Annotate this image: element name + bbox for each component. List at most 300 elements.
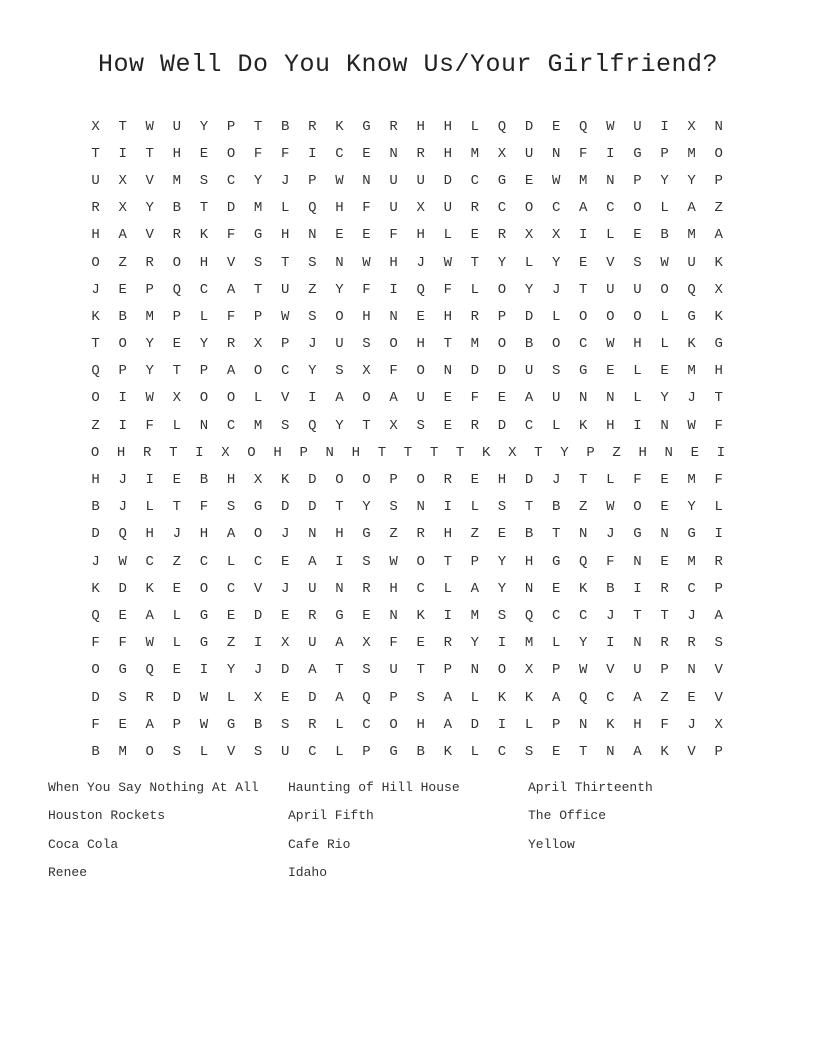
grid-letter: I (118, 417, 127, 434)
grid-letter: G (253, 227, 263, 244)
grid-letter: S (226, 499, 236, 516)
word-list-item: April Fifth (288, 808, 374, 824)
grid-letter: J (118, 472, 127, 489)
grid-letter: C (579, 336, 588, 353)
grid-letter: B (253, 716, 263, 733)
grid-letter: L (470, 499, 480, 516)
grid-letter: J (281, 580, 290, 597)
grid-letter: G (226, 716, 236, 733)
grid-letter: A (335, 635, 344, 652)
grid-letter: O (714, 145, 723, 162)
grid-letter: Q (91, 607, 100, 624)
grid-letter: G (497, 172, 507, 189)
grid-letter: W (281, 308, 290, 325)
word-list-item: April Thirteenth (528, 780, 653, 795)
grid-letter: U (335, 336, 344, 353)
grid-letter: S (362, 336, 371, 353)
grid-letter: A (389, 390, 398, 407)
grid-letter: O (226, 145, 236, 162)
grid-letter: S (172, 743, 182, 760)
grid-letter: H (91, 227, 100, 244)
grid-letter: Q (362, 689, 371, 706)
grid-letter: H (91, 472, 100, 489)
grid-letter: D (118, 580, 127, 597)
grid-letter: I (660, 118, 669, 135)
grid-letter: Z (612, 444, 621, 461)
grid-letter: T (551, 526, 561, 543)
grid-letter: Q (118, 526, 127, 543)
grid-letter: G (118, 662, 127, 679)
grid-letter: E (660, 499, 669, 516)
grid-letter: X (389, 417, 398, 434)
grid-letter: P (118, 363, 127, 380)
grid-letter: N (389, 607, 398, 624)
grid-letter: O (362, 472, 371, 489)
grid-letter: N (362, 172, 371, 189)
grid-letter: A (226, 281, 236, 298)
grid-letter: O (199, 390, 209, 407)
grid-letter: N (389, 145, 398, 162)
grid-letter: D (470, 363, 480, 380)
grid-letter: D (172, 689, 182, 706)
grid-letter: W (551, 172, 561, 189)
grid-letter: P (551, 662, 561, 679)
grid-letter: X (497, 145, 507, 162)
grid-row (82, 548, 734, 575)
grid-letter: O (416, 553, 425, 570)
grid-letter: C (308, 743, 317, 760)
grid-letter: H (443, 145, 452, 162)
grid-letter: R (308, 607, 317, 624)
grid-letter: T (579, 472, 588, 489)
grid-letter: E (281, 607, 290, 624)
grid-letter: X (118, 200, 127, 217)
grid-letter: U (551, 390, 561, 407)
grid-letter: K (524, 689, 534, 706)
grid-letter: L (470, 689, 480, 706)
grid-letter: L (606, 472, 615, 489)
grid-letter: U (524, 363, 534, 380)
grid-letter: E (281, 689, 290, 706)
grid-letter: C (497, 743, 507, 760)
grid-letter: Y (145, 363, 154, 380)
grid-letter: J (687, 716, 696, 733)
grid-letter: T (91, 336, 100, 353)
grid-letter: L (172, 417, 182, 434)
grid-letter: K (482, 444, 491, 461)
grid-letter: W (660, 254, 669, 271)
grid-row (82, 113, 734, 140)
grid-letter: N (524, 580, 534, 597)
grid-letter: L (335, 716, 344, 733)
grid-letter: L (199, 308, 209, 325)
grid-letter: K (335, 118, 344, 135)
grid-letter: T (199, 200, 209, 217)
grid-row (82, 276, 734, 303)
grid-letter: K (714, 254, 723, 271)
grid-row (82, 249, 734, 276)
grid-letter: L (172, 607, 182, 624)
grid-row (82, 358, 734, 385)
grid-letter: X (524, 662, 534, 679)
grid-letter: K (497, 689, 507, 706)
grid-letter: R (416, 145, 425, 162)
grid-letter: L (660, 336, 669, 353)
grid-letter: X (281, 635, 290, 652)
grid-letter: K (281, 472, 290, 489)
grid-letter: T (281, 254, 290, 271)
grid-letter: O (91, 662, 100, 679)
grid-letter: E (443, 417, 452, 434)
grid-letter: T (172, 363, 182, 380)
grid-letter: R (687, 635, 696, 652)
grid-row (82, 466, 734, 493)
grid-letter: Q (579, 118, 588, 135)
grid-letter: U (524, 145, 534, 162)
grid-letter: E (362, 145, 371, 162)
grid-letter: B (551, 499, 561, 516)
grid-letter: L (524, 254, 534, 271)
grid-letter: Y (470, 635, 480, 652)
grid-letter: O (90, 444, 100, 461)
grid-letter: F (281, 145, 290, 162)
grid-letter: N (443, 363, 452, 380)
grid-letter: W (145, 635, 154, 652)
grid-letter: M (524, 635, 534, 652)
grid-letter: F (606, 553, 615, 570)
grid-letter: N (389, 308, 398, 325)
grid-letter: L (633, 363, 642, 380)
grid-row (82, 303, 734, 330)
grid-letter: E (690, 444, 700, 461)
grid-letter: Q (308, 200, 317, 217)
grid-letter: Y (687, 172, 696, 189)
grid-letter: H (524, 553, 534, 570)
grid-letter: Z (714, 200, 723, 217)
grid-letter: F (362, 200, 371, 217)
grid-letter: P (389, 472, 398, 489)
grid-letter: N (660, 417, 669, 434)
grid-letter: S (551, 363, 561, 380)
grid-letter: U (416, 390, 425, 407)
grid-letter: H (633, 716, 642, 733)
word-list-item: Cafe Rio (288, 836, 351, 852)
grid-letter: Y (145, 336, 154, 353)
word-list-item: The Office (528, 808, 607, 824)
grid-letter: C (362, 716, 371, 733)
grid-letter: E (579, 254, 588, 271)
grid-letter: D (524, 118, 534, 135)
grid-letter: U (443, 200, 452, 217)
grid-letter: Z (172, 553, 182, 570)
grid-letter: E (660, 553, 669, 570)
grid-letter: P (389, 689, 398, 706)
grid-letter: X (172, 390, 182, 407)
grid-letter: N (579, 526, 588, 543)
grid-letter: G (362, 526, 371, 543)
grid-letter: C (226, 172, 236, 189)
grid-letter: S (497, 607, 507, 624)
grid-letter: P (497, 308, 507, 325)
grid-letter: A (714, 227, 723, 244)
grid-letter: V (226, 743, 236, 760)
grid-letter: I (253, 635, 263, 652)
grid-letter: R (145, 254, 154, 271)
grid-letter: L (470, 743, 480, 760)
grid-letter: O (497, 281, 507, 298)
grid-letter: S (308, 308, 317, 325)
word-list-item: Idaho (288, 864, 328, 880)
grid-letter: J (308, 336, 317, 353)
grid-letter: A (687, 200, 696, 217)
grid-letter: F (714, 417, 723, 434)
grid-letter: Y (560, 444, 569, 461)
grid-letter: I (606, 145, 615, 162)
grid-letter: Q (579, 689, 588, 706)
grid-letter: E (416, 308, 425, 325)
grid-letter: E (660, 472, 669, 489)
grid-letter: C (253, 553, 263, 570)
grid-letter: M (172, 172, 182, 189)
grid-letter: H (633, 336, 642, 353)
grid-letter: I (389, 281, 398, 298)
grid-letter: B (416, 743, 425, 760)
grid-letter: X (362, 635, 371, 652)
grid-letter: J (91, 553, 100, 570)
grid-letter: E (551, 743, 561, 760)
grid-letter: O (524, 200, 534, 217)
grid-letter: S (362, 553, 371, 570)
grid-letter: P (470, 553, 480, 570)
grid-letter: O (497, 336, 507, 353)
grid-letter: N (325, 444, 334, 461)
grid-letter: F (226, 227, 236, 244)
grid-letter: H (199, 254, 209, 271)
grid-letter: B (199, 472, 209, 489)
grid-letter: M (687, 553, 696, 570)
grid-letter: K (687, 336, 696, 353)
grid-letter: H (714, 363, 723, 380)
grid-letter: L (145, 499, 154, 516)
grid-letter: Y (660, 390, 669, 407)
grid-letter: H (606, 417, 615, 434)
grid-letter: U (281, 281, 290, 298)
grid-letter: T (524, 499, 534, 516)
grid-letter: O (199, 580, 209, 597)
grid-letter: E (497, 390, 507, 407)
grid-letter: D (91, 526, 100, 543)
grid-letter: S (416, 689, 425, 706)
page-title: How Well Do You Know Us/Your Girlfriend? (97, 50, 719, 79)
grid-letter: K (714, 308, 723, 325)
grid-letter: C (226, 417, 236, 434)
grid-letter: I (308, 390, 317, 407)
grid-letter: G (633, 526, 642, 543)
grid-letter: A (335, 390, 344, 407)
grid-letter: P (714, 172, 723, 189)
grid-letter: Q (91, 363, 100, 380)
grid-letter: U (633, 118, 642, 135)
grid-letter: Q (524, 607, 534, 624)
grid-letter: V (714, 689, 723, 706)
grid-letter: K (416, 607, 425, 624)
grid-letter: I (633, 580, 642, 597)
grid-letter: E (281, 553, 290, 570)
grid-letter: L (660, 200, 669, 217)
grid-letter: X (524, 227, 534, 244)
grid-letter: X (551, 227, 561, 244)
grid-letter: P (362, 743, 371, 760)
grid-letter: F (579, 145, 588, 162)
grid-letter: V (226, 254, 236, 271)
grid-letter: H (443, 118, 452, 135)
grid-letter: N (633, 553, 642, 570)
grid-letter: X (687, 118, 696, 135)
grid-letter: I (497, 635, 507, 652)
grid-letter: X (508, 444, 517, 461)
grid-letter: Y (579, 635, 588, 652)
grid-letter: B (524, 336, 534, 353)
grid-row (82, 494, 734, 521)
grid-letter: N (308, 526, 317, 543)
grid-letter: T (169, 444, 178, 461)
grid-letter: E (172, 472, 182, 489)
grid-letter: N (606, 172, 615, 189)
grid-letter: X (253, 472, 263, 489)
grid-letter: I (195, 444, 204, 461)
grid-letter: B (524, 526, 534, 543)
grid-letter: F (714, 472, 723, 489)
grid-letter: N (664, 444, 673, 461)
grid-letter: C (145, 553, 154, 570)
grid-letter: H (116, 444, 126, 461)
grid-letter: Y (687, 499, 696, 516)
grid-letter: D (524, 472, 534, 489)
grid-letter: N (714, 118, 723, 135)
grid-letter: E (118, 716, 127, 733)
grid-letter: Z (660, 689, 669, 706)
grid-letter: I (118, 390, 127, 407)
grid-letter: H (351, 444, 361, 461)
grid-row (82, 711, 734, 738)
grid-letter: J (416, 254, 425, 271)
grid-letter: E (606, 363, 615, 380)
grid-letter: S (362, 662, 371, 679)
grid-letter: B (172, 200, 182, 217)
grid-letter: N (660, 526, 669, 543)
grid-letter: L (470, 281, 480, 298)
grid-letter: T (91, 145, 100, 162)
grid-letter: A (443, 716, 452, 733)
grid-letter: Y (199, 118, 209, 135)
grid-letter: P (299, 444, 308, 461)
grid-letter: X (714, 716, 723, 733)
grid-letter: I (145, 472, 154, 489)
grid-letter: Y (362, 499, 371, 516)
grid-letter: R (308, 716, 317, 733)
grid-letter: B (660, 227, 669, 244)
grid-letter: H (497, 472, 507, 489)
grid-letter: G (633, 145, 642, 162)
grid-letter: L (551, 417, 561, 434)
word-list-item: Yellow (528, 836, 575, 852)
grid-letter: F (660, 716, 669, 733)
grid-letter: F (362, 281, 371, 298)
grid-letter: A (714, 607, 723, 624)
grid-letter: H (389, 254, 398, 271)
grid-letter: A (633, 689, 642, 706)
grid-letter: H (416, 336, 425, 353)
grid-letter: T (335, 662, 344, 679)
grid-letter: T (416, 662, 425, 679)
grid-letter: K (579, 580, 588, 597)
grid-letter: R (443, 472, 452, 489)
grid-letter: T (403, 444, 413, 461)
grid-letter: S (308, 254, 317, 271)
grid-letter: K (579, 417, 588, 434)
grid-letter: Q (172, 281, 182, 298)
grid-letter: O (335, 472, 344, 489)
grid-letter: D (308, 499, 317, 516)
grid-letter: M (253, 417, 263, 434)
grid-letter: E (660, 363, 669, 380)
grid-letter: M (145, 308, 154, 325)
grid-letter: N (579, 716, 588, 733)
grid-letter: H (335, 200, 344, 217)
grid-letter: T (335, 499, 344, 516)
grid-letter: Q (145, 662, 154, 679)
grid-letter: M (687, 145, 696, 162)
grid-letter: U (172, 118, 182, 135)
grid-letter: Q (579, 553, 588, 570)
grid-letter: S (497, 499, 507, 516)
grid-letter: S (253, 743, 263, 760)
grid-letter: A (335, 689, 344, 706)
grid-letter: H (416, 716, 425, 733)
grid-letter: F (91, 716, 100, 733)
grid-letter: O (118, 336, 127, 353)
grid-letter: T (633, 607, 642, 624)
grid-letter: S (714, 635, 723, 652)
grid-letter: O (633, 308, 642, 325)
grid-letter: A (308, 662, 317, 679)
grid-letter: P (281, 336, 290, 353)
grid-letter: T (145, 145, 154, 162)
grid-letter: J (551, 281, 561, 298)
grid-letter: E (362, 227, 371, 244)
grid-letter: E (470, 472, 480, 489)
grid-letter: F (633, 472, 642, 489)
grid-letter: U (91, 172, 100, 189)
word-search-grid (82, 113, 734, 766)
grid-letter: R (470, 417, 480, 434)
grid-letter: J (91, 281, 100, 298)
grid-letter: W (579, 662, 588, 679)
grid-letter: Y (551, 254, 561, 271)
grid-letter: D (497, 417, 507, 434)
grid-letter: J (172, 526, 182, 543)
grid-letter: E (172, 336, 182, 353)
grid-letter: J (606, 526, 615, 543)
grid-row (82, 167, 734, 194)
grid-letter: I (443, 607, 452, 624)
grid-letter: Z (226, 635, 236, 652)
grid-letter: D (308, 689, 317, 706)
grid-letter: V (253, 580, 263, 597)
grid-letter: G (687, 526, 696, 543)
grid-letter: P (145, 281, 154, 298)
grid-letter: P (226, 118, 236, 135)
